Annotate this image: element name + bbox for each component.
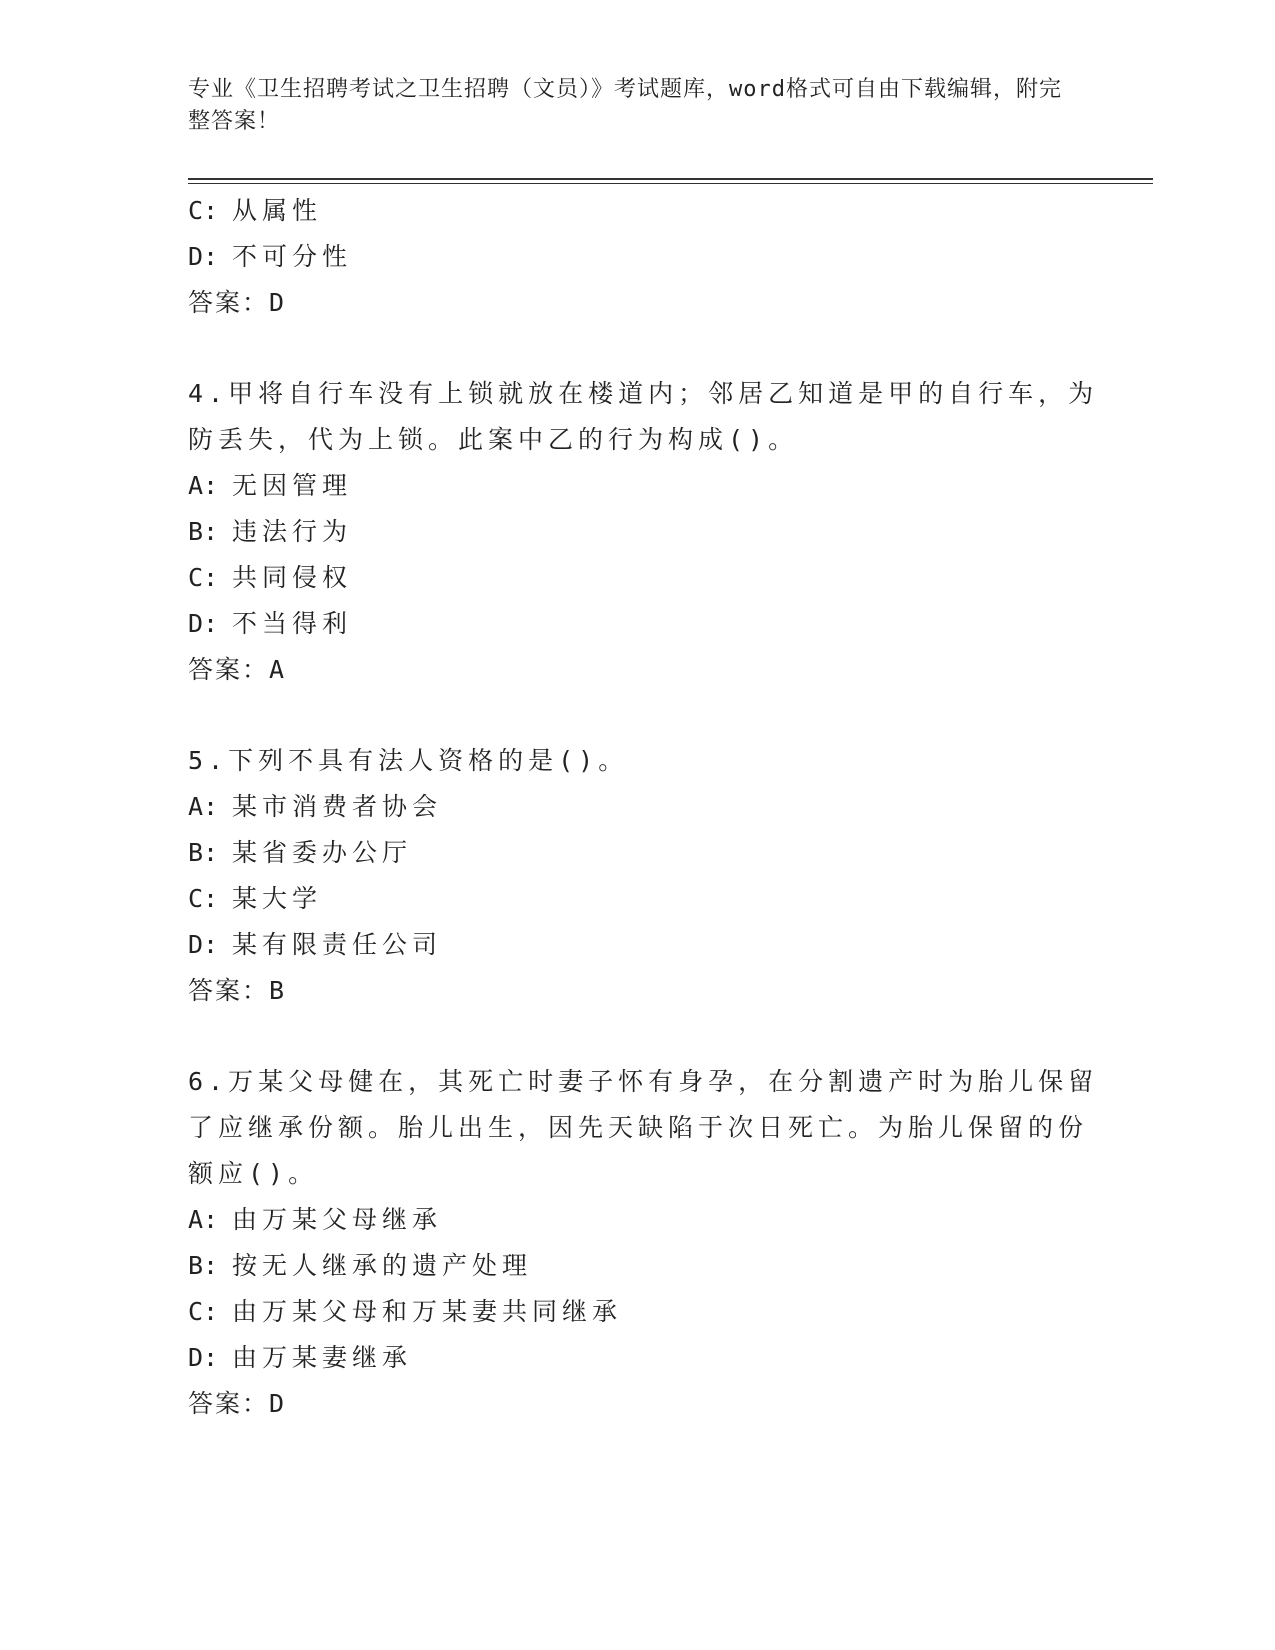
spacer bbox=[188, 693, 1088, 738]
answer-line: 答案：D bbox=[188, 288, 287, 317]
question-stem-line: 5.下列不具有法人资格的是()。 bbox=[188, 746, 629, 775]
option-line bbox=[188, 1335, 1088, 1381]
option-letter: C: bbox=[188, 563, 219, 592]
option-letter: B: bbox=[188, 1251, 219, 1280]
option-line bbox=[188, 1243, 1088, 1289]
option-text: 共同侵权 bbox=[232, 563, 353, 592]
question-stem-line: 了应继承份额。胎儿出生，因先天缺陷于次日死亡。为胎儿保留的份 bbox=[188, 1113, 1089, 1142]
option-text: 无因管理 bbox=[232, 471, 353, 500]
answer-line: 答案：A bbox=[188, 655, 287, 684]
option-letter: D: bbox=[188, 609, 219, 638]
option-letter: A: bbox=[188, 792, 219, 821]
question-stem-line: 防丢失，代为上锁。此案中乙的行为构成()。 bbox=[188, 425, 799, 454]
option-text: 某市消费者协会 bbox=[232, 792, 443, 821]
option-letter: C: bbox=[188, 884, 219, 913]
option-letter: B: bbox=[188, 517, 219, 546]
option-line bbox=[188, 784, 1088, 830]
header-rule-thin bbox=[188, 183, 1153, 184]
option-line bbox=[188, 509, 1088, 555]
option-text: 某省委办公厅 bbox=[232, 838, 413, 867]
option-line bbox=[188, 601, 1088, 647]
option-text: 按无人继承的遗产处理 bbox=[232, 1251, 533, 1280]
header-rule-thick bbox=[188, 178, 1153, 180]
option-letter: D: bbox=[188, 242, 219, 271]
option-letter: B: bbox=[188, 838, 219, 867]
question-5 bbox=[188, 738, 1088, 1014]
option-line bbox=[188, 922, 1088, 968]
option-text: 由万某父母继承 bbox=[232, 1205, 443, 1234]
question-4 bbox=[188, 371, 1099, 693]
spacer bbox=[188, 326, 1088, 371]
option-text: 不可分性 bbox=[232, 242, 353, 271]
option-text: 违法行为 bbox=[232, 517, 353, 546]
option-line bbox=[188, 830, 1088, 876]
option-line bbox=[188, 463, 1088, 509]
option-line bbox=[188, 1289, 1088, 1335]
option-text: 从属性 bbox=[232, 196, 323, 225]
option-text: 由万某妻继承 bbox=[232, 1343, 413, 1372]
option-line bbox=[188, 1197, 1088, 1243]
option-text: 某有限责任公司 bbox=[232, 930, 443, 959]
option-text: 不当得利 bbox=[232, 609, 353, 638]
option-letter: A: bbox=[188, 471, 219, 500]
spacer bbox=[188, 1014, 1088, 1059]
option-line bbox=[188, 188, 1088, 234]
option-line bbox=[188, 876, 1088, 922]
question-content bbox=[188, 188, 1099, 1427]
question-stem-line: 4.甲将自行车没有上锁就放在楼道内；邻居乙知道是甲的自行车，为 bbox=[188, 379, 1099, 408]
question-stem-line: 6.万某父母健在，其死亡时妻子怀有身孕，在分割遗产时为胎儿保留 bbox=[188, 1067, 1099, 1096]
option-text: 由万某父母和万某妻共同继承 bbox=[232, 1297, 623, 1326]
option-letter: D: bbox=[188, 1343, 219, 1372]
page-header: 专业《卫生招聘考试之卫生招聘（文员）》考试题库，word格式可自由下载编辑，附完整答案！ bbox=[188, 77, 1062, 134]
question-stem-line: 额应()。 bbox=[188, 1159, 319, 1188]
option-line bbox=[188, 234, 1088, 280]
option-text: 某大学 bbox=[232, 884, 323, 913]
question-6 bbox=[188, 1059, 1099, 1427]
option-letter: A: bbox=[188, 1205, 219, 1234]
prev-question-tail bbox=[188, 188, 1088, 326]
option-letter: C: bbox=[188, 196, 219, 225]
answer-line: 答案：D bbox=[188, 1389, 287, 1418]
option-letter: D: bbox=[188, 930, 219, 959]
option-line bbox=[188, 555, 1088, 601]
option-letter: C: bbox=[188, 1297, 219, 1326]
answer-line: 答案：B bbox=[188, 976, 287, 1005]
